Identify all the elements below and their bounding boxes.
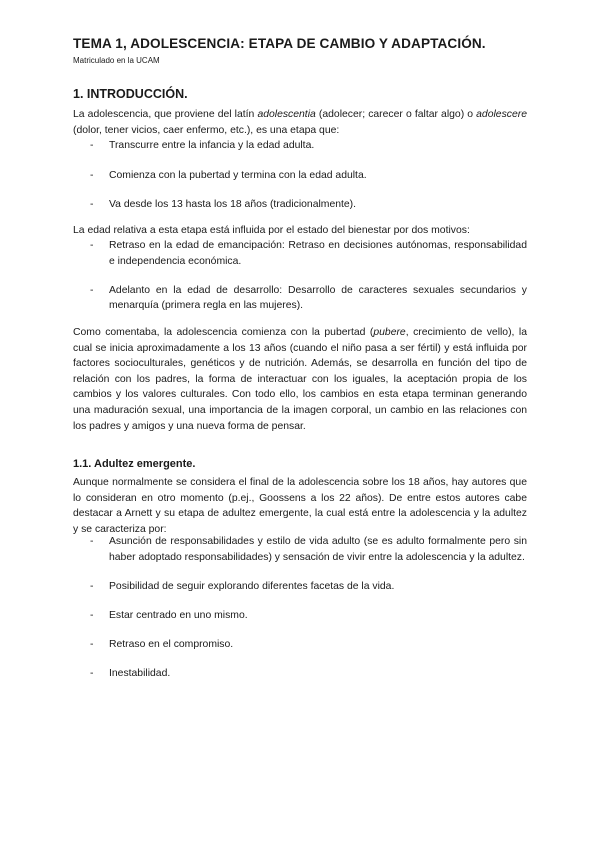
subsection-heading-adultez-emergente: 1.1. Adultez emergente. (73, 458, 196, 470)
list-item: - Retraso en el compromiso. (90, 637, 527, 653)
relative-age-paragraph: La edad relativa a esta etapa está influida por el estado del bienestar por dos motivos: (73, 225, 470, 236)
list-item: - Asunción de responsabilidades y estilo de vida adulto (se es adulto formalmente pero sin haber adoptado responsabilidades) y sensación de vivir entre la adolescencia y la adultez. (90, 534, 527, 565)
list-item: - Va desde los 13 hasta los 18 años (tradicionalmente). (90, 197, 527, 213)
intro-paragraph: La adolescencia, que proviene del latín adolescentia (adolecer; carecer o faltar algo) o adolescere (dolor, tener vicios, caer enfermo, etc.), es una etapa que: (73, 109, 527, 136)
list-item: - Estar centrado en uno mismo. (90, 608, 527, 624)
section-heading-introduccion: 1. INTRODUCCIÓN. (73, 87, 188, 101)
term-adolescere: adolescere (476, 109, 527, 120)
term-pubere: pubere (373, 327, 406, 338)
list-item: - Inestabilidad. (90, 666, 527, 682)
adultez-paragraph: Aunque normalmente se considera el final de la adolescencia sobre los 18 años, hay autores que lo consideran en otro momento (p.ej., Goossens a los 22 años). De entre estos autores cabe destacar a Arnett y su etapa de adultez emergente, la cual está entre la adolescencia y la adultez y se caracteriza por: (73, 477, 527, 535)
list-item: - Retraso en la edad de emancipación: Retraso en decisiones autónomas, responsabilidad e independencia económica. (90, 238, 527, 269)
document-title: TEMA 1, ADOLESCENCIA: ETAPA DE CAMBIO Y ADAPTACIÓN. (73, 36, 486, 51)
document-subtitle: Matriculado en la UCAM (73, 56, 160, 65)
list-item: - Posibilidad de seguir explorando diferentes facetas de la vida. (90, 579, 527, 595)
stage-list (90, 138, 527, 213)
list-item: - Transcurre entre la infancia y la edad adulta. (90, 138, 527, 154)
term-adolescentia: adolescentia (257, 109, 316, 120)
adultez-list (90, 534, 527, 682)
list-item: - Comienza con la pubertad y termina con la edad adulta. (90, 168, 527, 184)
motive-list (90, 238, 527, 314)
list-item: - Adelanto en la edad de desarrollo: Desarrollo de caracteres sexuales secundarios y menarquía (primera regla en las mujeres). (90, 283, 527, 314)
puberty-paragraph: Como comentaba, la adolescencia comienza con la pubertad (pubere, crecimiento de vello), la cual se inicia aproximadamente a los 13 años (cuando el niño pasa a ser fértil) y está influida por factores socioculturales, genéticos y de nutrición. Además, se desarrolla en función del tipo de relación con los padres, la forma de interactuar con los iguales, la aceptación propia de los cambios y los valores culturales. Con todo ello, los cambios en esta etapa terminan generando una maduración sexual, una importancia de la imagen corporal, un cambio en las relaciones con los padres y amigos y una nueva forma de pensar. (73, 327, 527, 432)
